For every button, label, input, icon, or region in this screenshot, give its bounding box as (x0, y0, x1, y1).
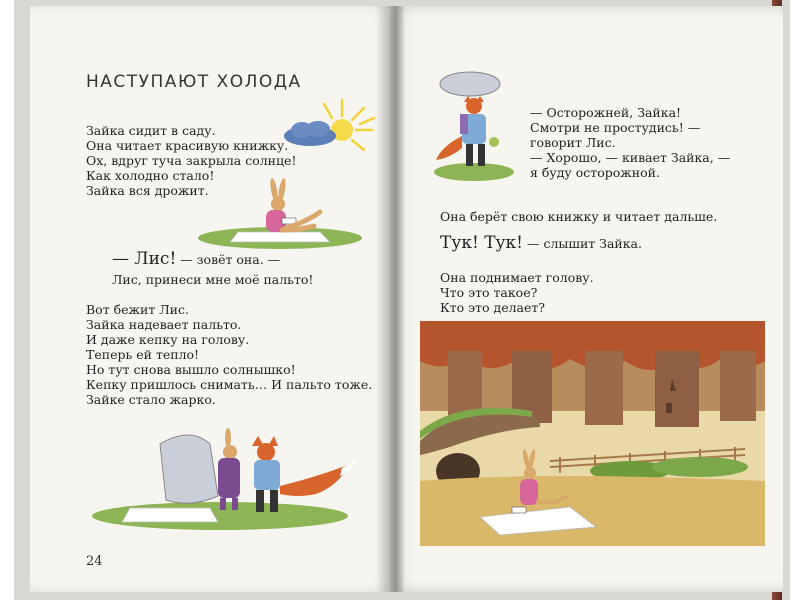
hare-reading-on-blanket-illustration (190, 174, 360, 254)
chapter-title: НАСТУПАЮТ ХОЛОДА (86, 72, 302, 92)
text-line: Лис, принеси мне моё пальто! (112, 272, 314, 287)
text-line: Кепку пришлось снимать… И пальто тоже. (86, 377, 373, 392)
text-line: Как холодно стало! (86, 168, 215, 183)
text-line: Ох, вдруг туча закрыла солнце! (86, 153, 297, 168)
dialog-line: — Осторожней, Зайка! (530, 105, 682, 120)
dialog-line: я буду осторожной. (530, 165, 660, 180)
text-line: Кто это делает? (440, 300, 546, 315)
cloud-sun-icon (280, 96, 380, 156)
text-line: Но тут снова вышло солнышко! (86, 362, 296, 377)
dialog-line: говорит Лис. (530, 135, 616, 150)
text-line: Что это такое? (440, 285, 538, 300)
page-number: 24 (86, 554, 103, 569)
fox-carrying-coat-illustration (430, 66, 520, 186)
knock-rest: — слышит Зайка. (523, 236, 642, 251)
dialog-line: — Хорошо, — кивает Зайка, — (530, 150, 731, 165)
text-line: Вот бежит Лис. (86, 302, 189, 317)
call-exclamation: — Лис! (112, 249, 177, 269)
knock-line (440, 233, 642, 253)
text-line: И даже кепку на голову. (86, 332, 250, 347)
text-line: Она поднимает голову. (440, 270, 594, 285)
dialog-line: Смотри не простудись! — (530, 120, 701, 135)
text-line: Она берёт свою книжку и читает дальше. (440, 209, 718, 224)
left-page (30, 6, 390, 592)
text-line: Зайка надевает пальто. (86, 317, 242, 332)
text-line: Она читает красивую книжку. (86, 138, 289, 153)
spine-shadow (376, 6, 404, 592)
text-line: Зайка сидит в саду. (86, 123, 216, 138)
forest-burrow-illustration (420, 321, 765, 546)
book-spread (14, 0, 790, 600)
knock-exclamation: Тук! Тук! (440, 233, 523, 253)
right-page (390, 6, 783, 592)
text-line: Зайке стало жарко. (86, 392, 216, 407)
call-line (112, 249, 281, 269)
call-rest: — зовёт она. — (176, 252, 281, 267)
fox-and-hare-coat-illustration (90, 416, 370, 536)
text-line: Зайка вся дрожит. (86, 183, 209, 198)
text-line: Теперь ей тепло! (86, 347, 200, 362)
